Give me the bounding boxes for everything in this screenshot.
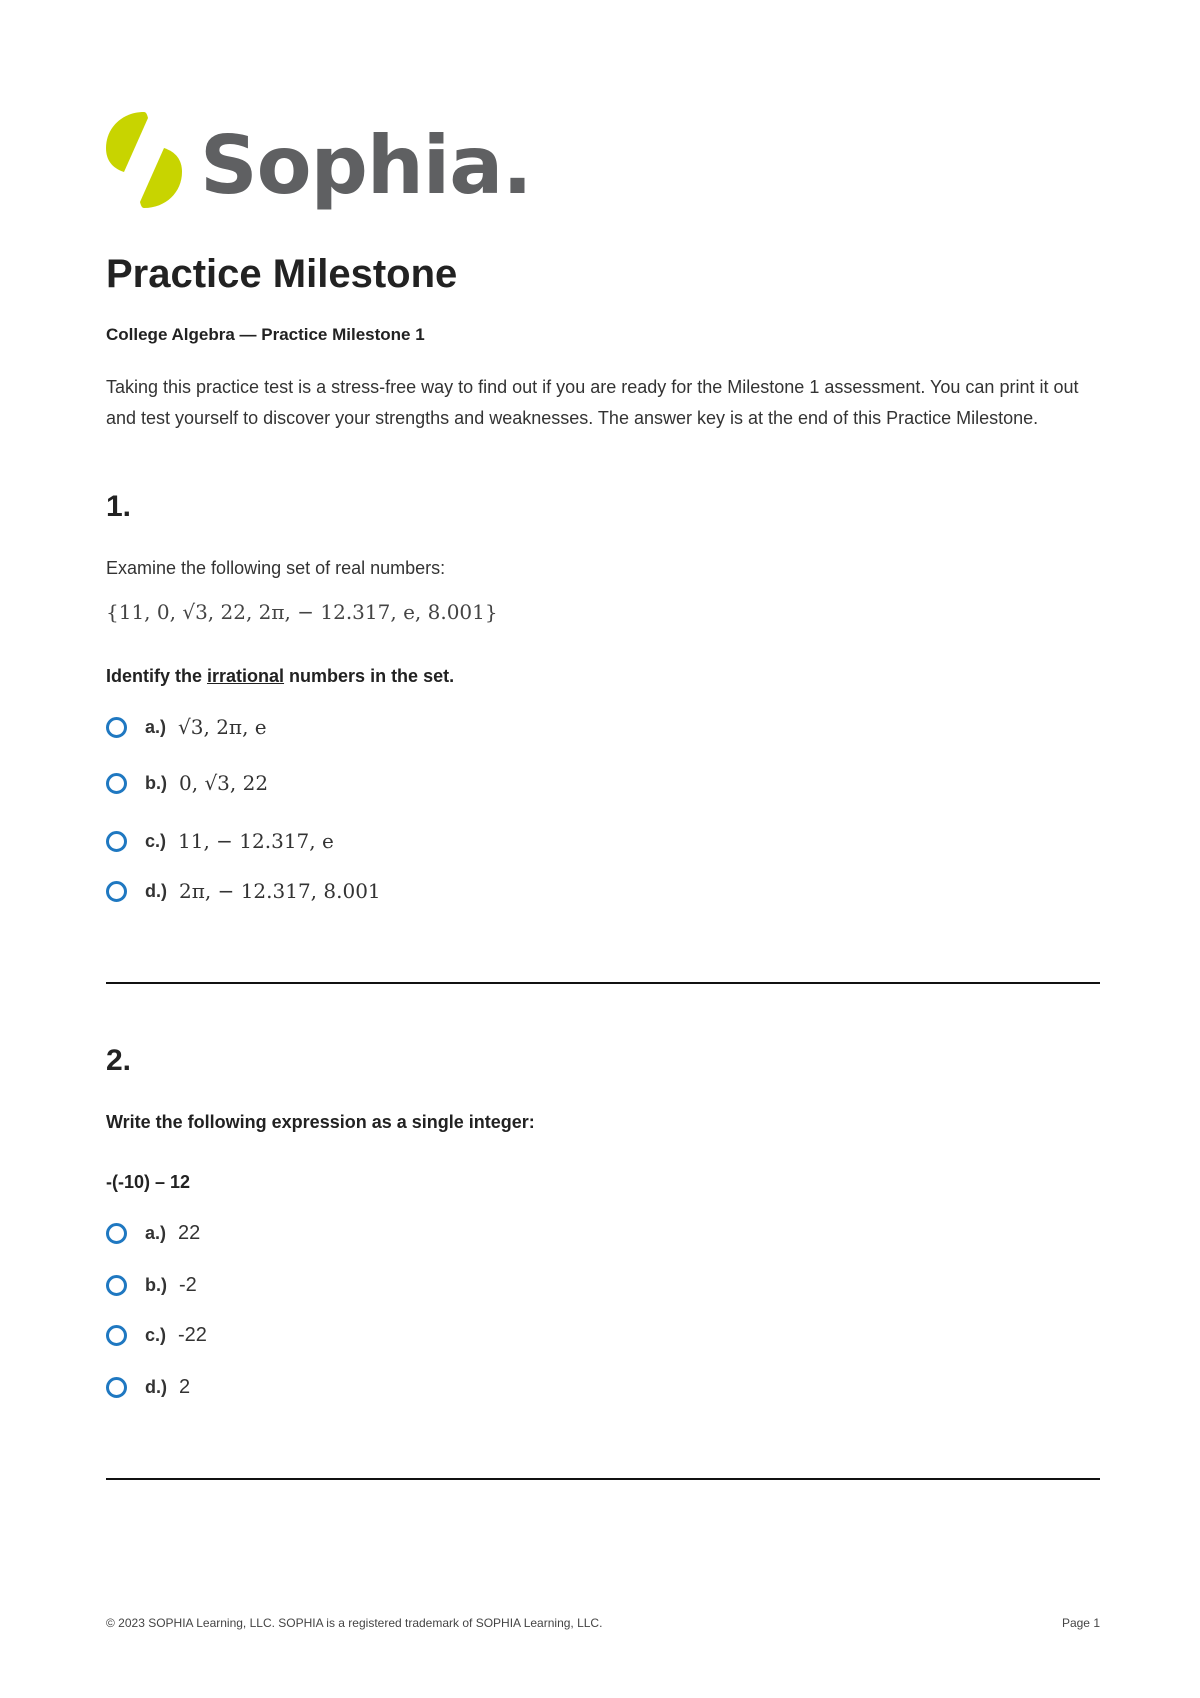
- intro-paragraph: Taking this practice test is a stress-free way to find out if you are ready for the Milestone 1 assessment. You can print it out and test yourself to discover your strengths and weaknesses. The answer key is at the end of this Practice Milestone.: [106, 377, 1079, 428]
- choice-value: 0, √3, 22: [179, 771, 269, 795]
- radio-button[interactable]: [106, 1377, 127, 1398]
- question-1-expression: {11, 0, √3, 22, 2π, − 12.317, e, 8.001}: [106, 600, 498, 624]
- radio-button[interactable]: [106, 1223, 127, 1244]
- question-2-prompt: Write the following expression as a single integer:: [106, 1112, 535, 1132]
- question-1-number: 1.: [106, 490, 132, 523]
- sophia-logo: [104, 110, 532, 220]
- instruction-text: Identify the: [106, 666, 208, 686]
- instruction-emphasis: irrational: [207, 666, 285, 686]
- choice-value: 2: [179, 1375, 191, 1398]
- choice-letter: c.): [145, 1324, 167, 1345]
- choice-letter: b.): [145, 1274, 167, 1295]
- radio-button[interactable]: [106, 1275, 127, 1296]
- radio-button[interactable]: [106, 1325, 127, 1346]
- question-1-prompt: Examine the following set of real numbers:: [106, 558, 446, 578]
- question-2-expression: -(-10) – 12: [106, 1172, 191, 1192]
- question-2-number: 2.: [106, 1044, 132, 1077]
- instruction-text: numbers in the set.: [284, 666, 455, 686]
- footer-copyright: © 2023 SOPHIA Learning, LLC. SOPHIA is a registered trademark of SOPHIA Learning, LLC.: [106, 1616, 603, 1630]
- choice-value: 2π, − 12.317, 8.001: [179, 879, 381, 903]
- choice-value: -2: [179, 1273, 197, 1296]
- question-2-choice-c[interactable]: [106, 1320, 207, 1350]
- radio-button[interactable]: [106, 717, 127, 738]
- footer-page-number: Page 1: [1061, 1616, 1100, 1630]
- question-2-choice-d[interactable]: [106, 1372, 190, 1402]
- choice-value: √3, 2π, e: [178, 715, 267, 739]
- question-1-choice-b[interactable]: [106, 768, 268, 798]
- radio-button[interactable]: [106, 881, 127, 902]
- question-1-choice-c[interactable]: [106, 826, 334, 856]
- question-1-choice-a[interactable]: [106, 712, 267, 742]
- question-2-choice-b[interactable]: [106, 1270, 197, 1300]
- choice-letter: a.): [145, 1222, 167, 1243]
- choice-letter: d.): [145, 880, 167, 901]
- choice-value: -22: [178, 1323, 207, 1346]
- question-1-instruction: [106, 666, 454, 687]
- choice-letter: c.): [145, 830, 167, 851]
- section-divider: [106, 1478, 1100, 1480]
- choice-letter: d.): [145, 1376, 167, 1397]
- sophia-wordmark: Sophia.: [200, 119, 532, 212]
- radio-button[interactable]: [106, 831, 127, 852]
- radio-button[interactable]: [106, 773, 127, 794]
- subtitle: College Algebra — Practice Milestone 1: [106, 325, 425, 344]
- sophia-logo-icon: [104, 110, 184, 210]
- question-2-choice-a[interactable]: [106, 1218, 200, 1248]
- choice-value: 22: [178, 1221, 201, 1244]
- choice-letter: b.): [145, 772, 167, 793]
- choice-letter: a.): [145, 716, 167, 737]
- choice-value: 11, − 12.317, e: [178, 829, 334, 853]
- question-1-choice-d[interactable]: [106, 876, 381, 906]
- section-divider: [106, 982, 1100, 984]
- page-title: Practice Milestone: [106, 252, 458, 296]
